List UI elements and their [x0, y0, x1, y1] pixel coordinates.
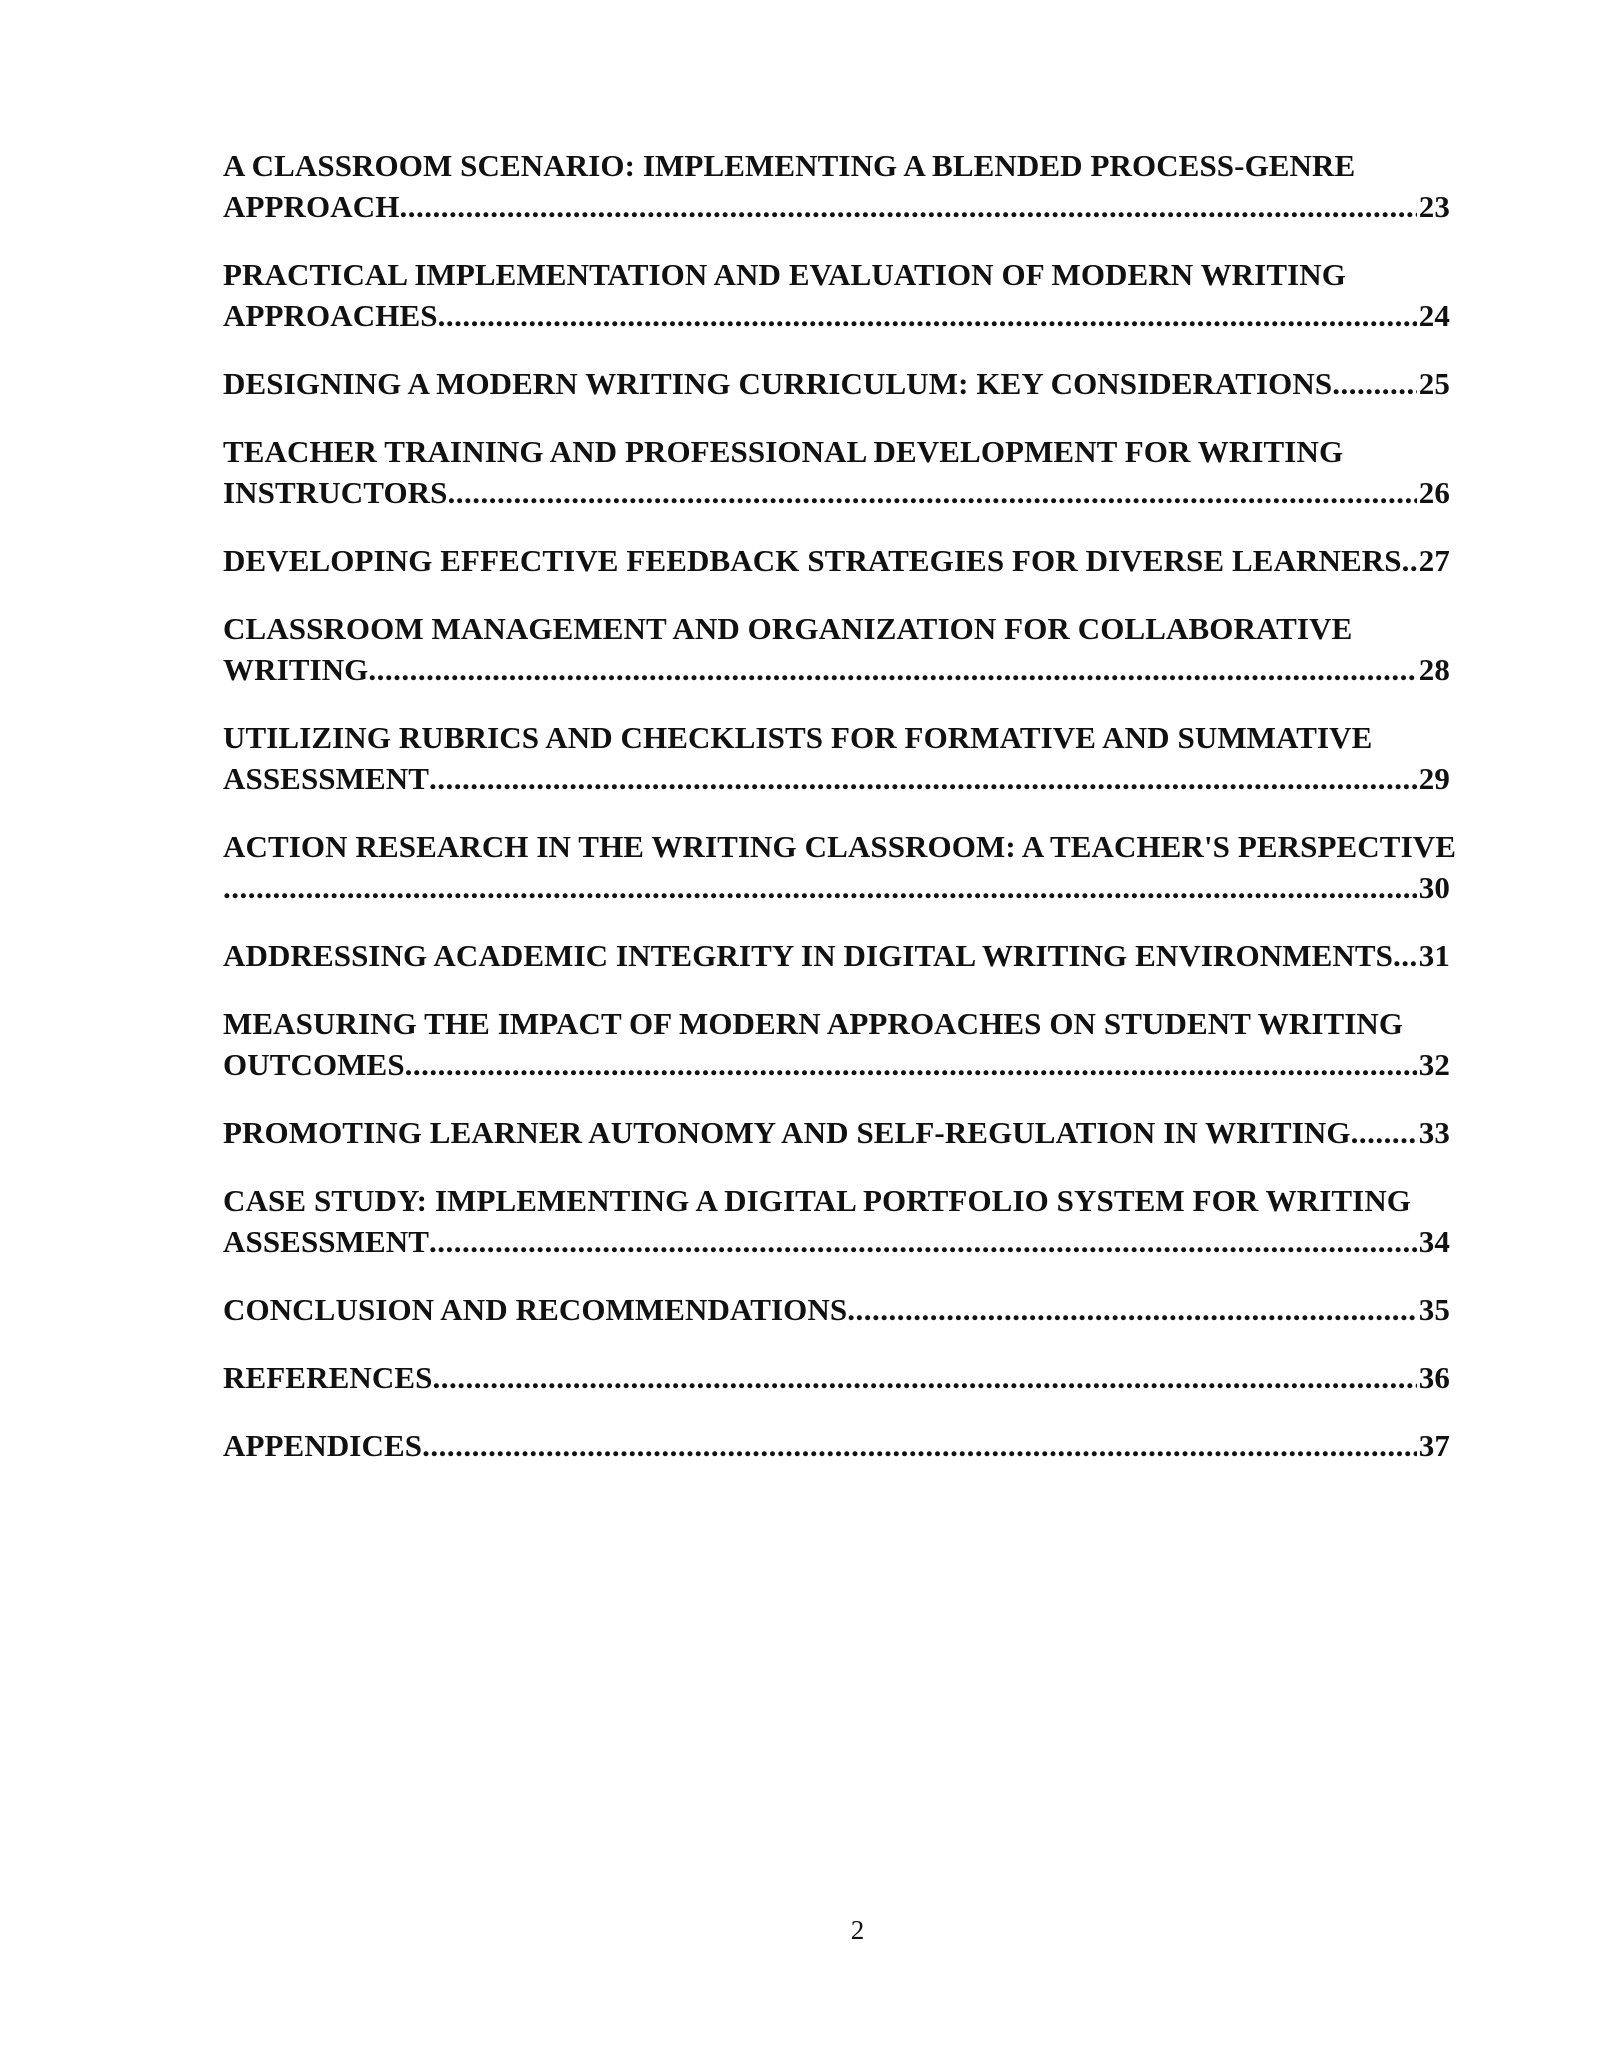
toc-entry-title: APPROACHES [223, 298, 438, 333]
toc-entry-title-line: UTILIZING RUBRICS AND CHECKLISTS FOR FORMATIVE AND SUMMATIVE [223, 720, 1373, 755]
toc-entry-last-line [223, 1112, 1450, 1153]
toc-entry-title-line: CASE STUDY: IMPLEMENTING A DIGITAL PORTFOLIO SYSTEM FOR WRITING [223, 1183, 1412, 1218]
toc-entry-title: APPENDICES [223, 1428, 423, 1463]
toc-entry-last-line [223, 867, 1450, 908]
dot-leader [1351, 1112, 1417, 1153]
dot-leader [422, 1425, 1417, 1466]
toc-page-number: 34 [1418, 1224, 1450, 1259]
toc-entry-last-line [223, 1425, 1450, 1466]
toc-entry[interactable] [223, 540, 1483, 581]
toc-entry[interactable] [223, 1357, 1483, 1398]
toc-entry-title: INSTRUCTORS [223, 475, 448, 510]
toc-entry-last-line [223, 758, 1450, 799]
dot-leader [1402, 540, 1417, 581]
toc-page-number: 28 [1418, 652, 1450, 687]
toc-page-number: 35 [1418, 1292, 1450, 1327]
toc-entry[interactable] [223, 1289, 1483, 1330]
toc-entry-title-line: CLASSROOM MANAGEMENT AND ORGANIZATION FOR COLLABORATIVE [223, 611, 1353, 646]
toc-page-number: 25 [1418, 366, 1450, 401]
dot-leader [847, 1289, 1417, 1330]
toc-entry[interactable] [223, 826, 1483, 908]
toc-entry-title: ASSESSMENT [223, 761, 430, 796]
toc-page-number: 29 [1418, 761, 1450, 796]
dot-leader [405, 1044, 1417, 1085]
toc-entry-last-line [223, 1221, 1450, 1262]
toc-entry-title-line: PRACTICAL IMPLEMENTATION AND EVALUATION OF MODERN WRITING [223, 257, 1346, 292]
dot-leader [429, 758, 1417, 799]
toc-entry[interactable] [223, 1003, 1483, 1085]
toc-entry-last-line [223, 472, 1450, 513]
toc-entry[interactable] [223, 431, 1483, 513]
toc-entry[interactable] [223, 1180, 1483, 1262]
toc-entry-title-line: MEASURING THE IMPACT OF MODERN APPROACHES ON STUDENT WRITING [223, 1006, 1404, 1041]
toc-entry-title-line: ACTION RESEARCH IN THE WRITING CLASSROOM: A TEACHER'S PERSPECTIVE [223, 829, 1456, 864]
dot-leader [432, 1357, 1416, 1398]
toc-entry-title: ASSESSMENT [223, 1224, 430, 1259]
toc-entry-last-line [223, 363, 1450, 404]
toc-entry[interactable] [223, 717, 1483, 799]
dot-leader [223, 867, 1417, 908]
toc-entry-last-line [223, 186, 1450, 227]
toc-entry-title: DEVELOPING EFFECTIVE FEEDBACK STRATEGIES FOR DIVERSE LEARNERS [223, 543, 1402, 578]
toc-entry-last-line [223, 1044, 1450, 1085]
toc-entry[interactable] [223, 935, 1483, 976]
toc-entry-last-line [223, 540, 1450, 581]
toc-page-number: 26 [1418, 475, 1450, 510]
toc-entry-title: DESIGNING A MODERN WRITING CURRICULUM: KEY CONSIDERATIONS [223, 366, 1333, 401]
toc-entry[interactable] [223, 363, 1483, 404]
toc-entry-title: OUTCOMES [223, 1047, 405, 1082]
toc-entry-title-line: A CLASSROOM SCENARIO: IMPLEMENTING A BLENDED PROCESS-GENRE [223, 148, 1356, 183]
toc-page-number: 32 [1418, 1047, 1450, 1082]
toc-entry-title: PROMOTING LEARNER AUTONOMY AND SELF-REGULATION IN WRITING [223, 1115, 1351, 1150]
toc-page-number: 37 [1418, 1428, 1450, 1463]
toc-page-number: 36 [1418, 1360, 1450, 1395]
toc-entry[interactable] [223, 145, 1483, 227]
dot-leader [368, 649, 1416, 690]
toc-entry-title: REFERENCES [223, 1360, 433, 1395]
toc-entry-title: CONCLUSION AND RECOMMENDATIONS [223, 1292, 848, 1327]
toc-entry-last-line [223, 295, 1450, 336]
dot-leader [399, 186, 1416, 227]
dot-leader [1332, 363, 1417, 404]
toc-entry[interactable] [223, 608, 1483, 690]
toc-page-number: 24 [1418, 298, 1450, 333]
toc-page-number: 23 [1418, 189, 1450, 224]
page-number: 2 [850, 1915, 865, 1945]
toc-entry-title: ADDRESSING ACADEMIC INTEGRITY IN DIGITAL WRITING ENVIRONMENTS [223, 938, 1393, 973]
toc-entry-last-line [223, 1289, 1450, 1330]
dot-leader [438, 295, 1417, 336]
toc-page-number: 27 [1418, 543, 1450, 578]
toc-entry-title: WRITING [223, 652, 369, 687]
toc-page-number: 30 [1418, 870, 1450, 905]
dot-leader [429, 1221, 1417, 1262]
toc-entry[interactable] [223, 254, 1483, 336]
toc-entry-title-line: TEACHER TRAINING AND PROFESSIONAL DEVELOPMENT FOR WRITING [223, 434, 1344, 469]
toc-entry[interactable] [223, 1112, 1483, 1153]
toc-entry[interactable] [223, 1425, 1483, 1466]
toc-entry-last-line [223, 935, 1450, 976]
dot-leader [1393, 935, 1417, 976]
table-of-contents [223, 145, 1483, 1493]
toc-entry-last-line [223, 1357, 1450, 1398]
toc-entry-last-line [223, 649, 1450, 690]
toc-entry-title: APPROACH [223, 189, 400, 224]
toc-page-number: 33 [1418, 1115, 1450, 1150]
toc-page-number: 31 [1418, 938, 1450, 973]
dot-leader [448, 472, 1417, 513]
